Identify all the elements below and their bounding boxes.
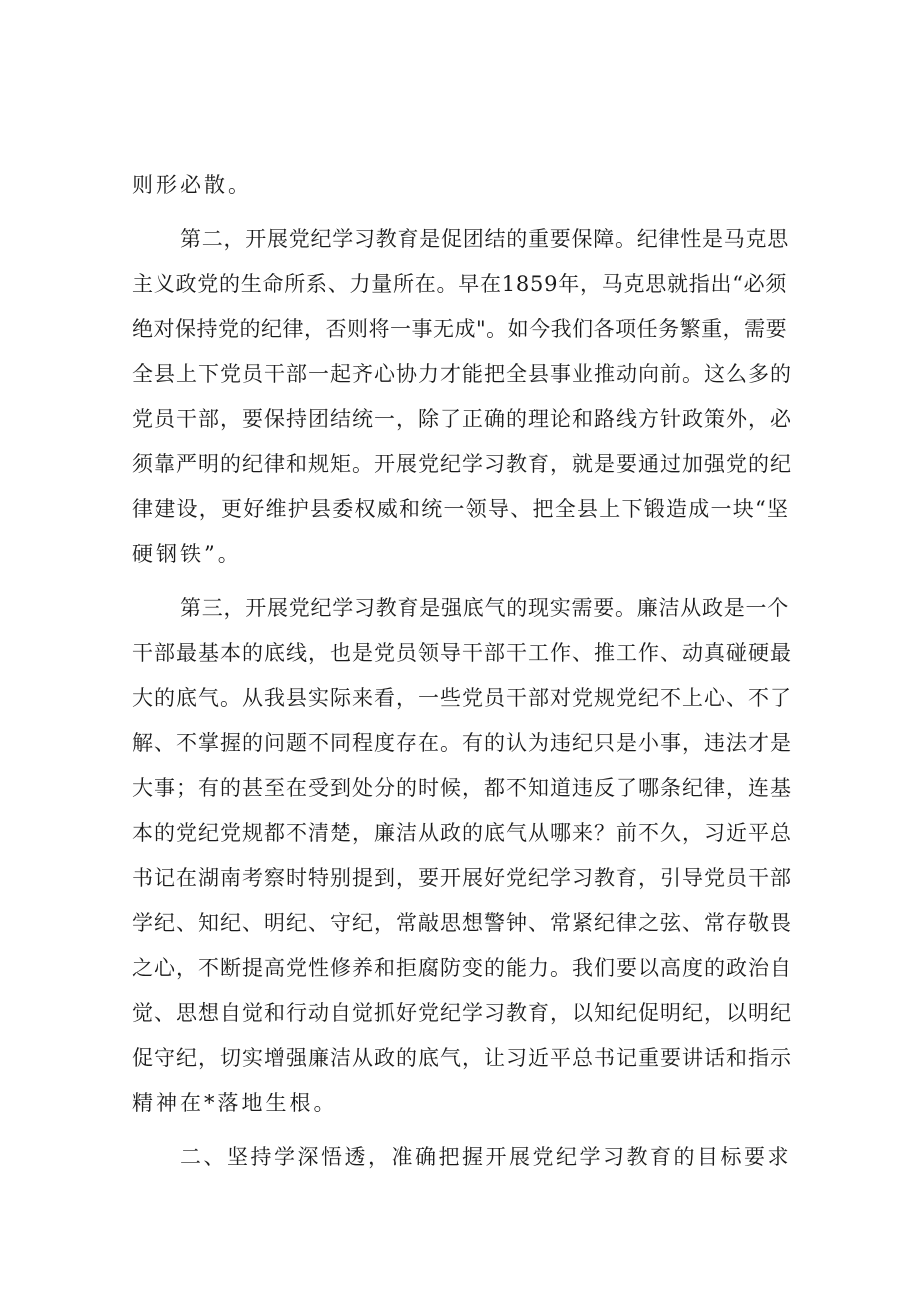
paragraph-line: 精神在*落地生根。 xyxy=(132,1091,338,1115)
paragraph-line: 主义政党的生命所系、力量所在。早在1859年，马克思就指出“必须 xyxy=(132,272,788,296)
paragraph-line: 则形必散。 xyxy=(132,173,252,197)
paragraph-line: 第三，开展党纪学习教育是强底气的现实需要。廉洁从政是一个 xyxy=(180,596,789,620)
paragraph-2 xyxy=(132,217,792,577)
paragraph-line: 干部最基本的底线，也是党员领导干部干工作、推工作、动真碰硬最 xyxy=(132,641,792,665)
paragraph-line: 促守纪，切实增强廉洁从政的底气，让习近平总书记重要讲话和指示 xyxy=(132,1046,792,1070)
section-heading xyxy=(132,1135,792,1180)
document-body xyxy=(132,163,792,1180)
section-heading-text: 二、坚持学深悟透，准确把握开展党纪学习教育的目标要求 xyxy=(180,1145,791,1169)
paragraph-line: 本的党纪党规都不清楚，廉洁从政的底气从哪来？前不久，习近平总 xyxy=(132,821,792,845)
paragraph-line: 律建设，更好维护县委权威和统一领导、把全县上下锻造成一块“坚 xyxy=(132,497,790,521)
paragraph-line: 解、不掌握的问题不同程度存在。有的认为违纪只是小事，违法才是 xyxy=(132,731,792,755)
paragraph-line: 须靠严明的纪律和规矩。开展党纪学习教育，就是要通过加强党的纪 xyxy=(132,452,792,476)
paragraph-line: 书记在湖南考察时特别提到，要开展好党纪学习教育，引导党员干部 xyxy=(132,866,792,890)
paragraph-line: 之心，不断提高党性修养和拒腐防变的能力。我们要以高度的政治自 xyxy=(132,956,792,980)
paragraph-line: 硬钢铁”。 xyxy=(132,542,242,566)
paragraph-line: 第二，开展党纪学习教育是促团结的重要保障。纪律性是马克思 xyxy=(180,227,789,251)
paragraph-3 xyxy=(132,586,792,1126)
paragraph-line: 绝对保持党的纪律，否则将一事无成"。如今我们各项任务繁重，需要 xyxy=(132,317,788,341)
paragraph-line: 学纪、知纪、明纪、守纪，常敲思想警钟、常紧纪律之弦、常存敬畏 xyxy=(132,911,792,935)
paragraph-1 xyxy=(132,163,792,208)
paragraph-line: 大的底气。从我县实际来看，一些党员干部对党规党纪不上心、不了 xyxy=(132,686,792,710)
paragraph-line: 大事；有的甚至在受到处分的时候，都不知道违反了哪条纪律，连基 xyxy=(132,776,792,800)
paragraph-line: 全县上下党员干部一起齐心协力才能把全县事业推动向前。这么多的 xyxy=(132,362,792,386)
paragraph-line: 觉、思想自觉和行动自觉抓好党纪学习教育，以知纪促明纪，以明纪 xyxy=(132,1001,792,1025)
paragraph-line: 党员干部，要保持团结统一，除了正确的理论和路线方针政策外，必 xyxy=(132,407,792,431)
